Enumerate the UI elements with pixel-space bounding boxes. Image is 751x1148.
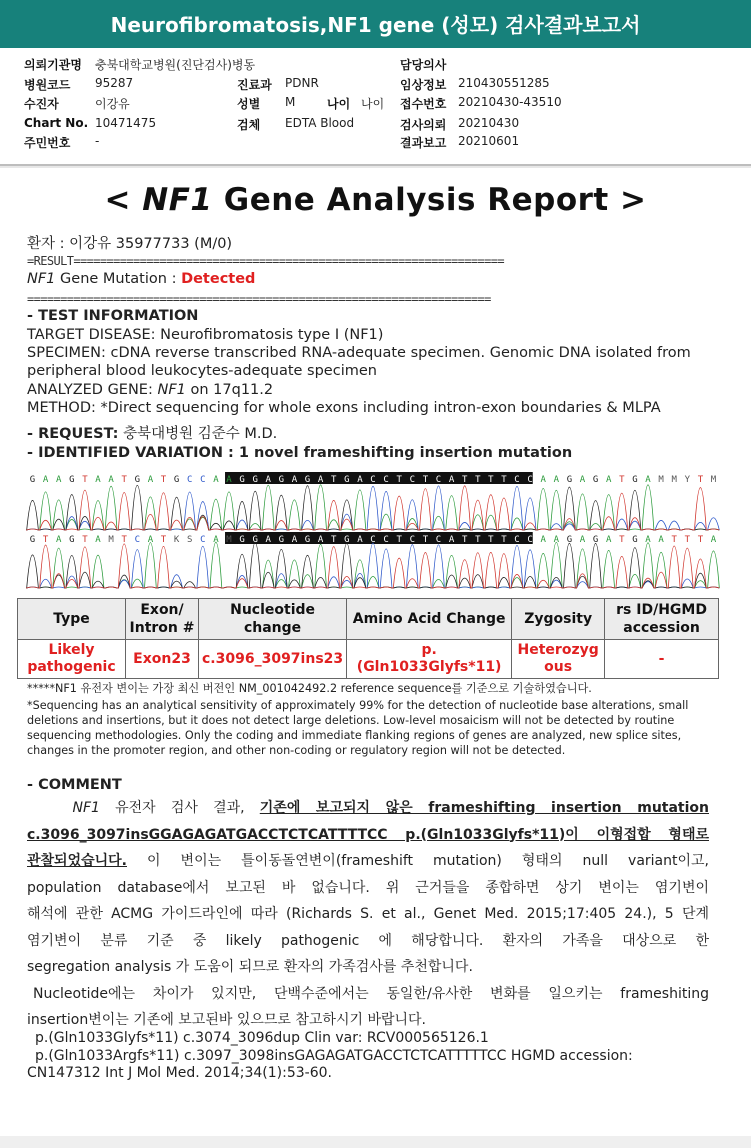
base-call: T: [697, 535, 704, 545]
base-call: G: [304, 535, 311, 545]
cell-type: Likely pathogenic: [18, 640, 126, 679]
base-call: C: [514, 475, 520, 485]
base-call: G: [69, 475, 75, 485]
base-call: T: [396, 535, 402, 545]
base-call: T: [501, 475, 507, 485]
base-call: A: [553, 535, 560, 545]
base-call: T: [619, 475, 625, 485]
cell-nucleotide: c.3096_3097ins23: [199, 640, 347, 679]
title-suffix: Gene Analysis Report >: [212, 182, 647, 218]
base-call: A: [55, 475, 62, 485]
base-call: A: [291, 535, 298, 545]
trace-c: [26, 486, 719, 530]
analyzed-gene-suffix: on 17q11.2: [185, 382, 274, 398]
trace-t: [26, 486, 719, 530]
base-call: T: [396, 475, 402, 485]
base-call: K: [173, 535, 180, 545]
meta-row-3: [0, 95, 751, 113]
specimen-line-2: peripheral blood leukocytes-adequate specimen: [27, 363, 377, 379]
comment-line-5: 해석에 관한 ACMG 가이드라인에 따라 (Richards S. et al., Genet Med. 2015;17:405 24.), 5 단계: [27, 906, 709, 922]
base-call: A: [357, 535, 363, 545]
title-gene: NF1: [142, 182, 213, 218]
base-call: Y: [684, 475, 691, 485]
dept-label: 진료과: [237, 78, 272, 92]
sensitivity-note: *Sequencing has an analytical sensitivity of approximately 99% for the detection of nucleotide base alterations, small deletions and insertions, but it does not detect large deletions. Low-level mosaicism will not be detected by routine sequencing methodologies. Only the coding and immediate flanking regions of genes are analyzed, new splice sites, changes in the promoter region, and other non-coding or regulatory region will not be detected.: [27, 699, 689, 757]
base-call: C: [370, 535, 376, 545]
analyzed-gene-name: NF1: [157, 382, 186, 398]
base-call: A: [291, 475, 298, 485]
method-line: METHOD: *Direct sequencing for whole exons including intron-exon boundaries & MLPA: [27, 400, 661, 416]
age-value: 나이: [361, 97, 385, 111]
target-disease: TARGET DISEASE: Neurofibromatosis type I (NF1): [27, 327, 384, 343]
base-call: G: [592, 475, 599, 485]
base-call: T: [422, 535, 429, 545]
base-call: G: [632, 475, 638, 485]
base-call: T: [330, 475, 337, 485]
mutation-line: [27, 271, 255, 287]
base-call: A: [710, 535, 717, 545]
test-info-header: - TEST INFORMATION: [27, 308, 199, 324]
mutation-status: Detected: [181, 271, 256, 287]
resident-label: 주민번호: [24, 136, 71, 150]
base-call: C: [134, 535, 141, 545]
comment-bold-1: 기존에 보고되지 않은 frameshifting insertion mutation: [259, 800, 709, 816]
trace-a: [26, 485, 719, 530]
patient-line: 환자 : 이강유 35977733 (M/0): [27, 236, 233, 252]
variant-table: [17, 598, 719, 679]
base-call: G: [278, 475, 285, 485]
specimen-value: EDTA Blood: [285, 116, 355, 130]
specimen-line-1: SPECIMEN: cDNA reverse transcribed RNA-adequate specimen. Genomic DNA isolated from: [27, 345, 691, 361]
th-nucleotide: Nucleotide change: [199, 599, 347, 640]
base-call: A: [553, 475, 560, 485]
chart-label: Chart No.: [24, 116, 89, 130]
base-call: A: [448, 475, 455, 485]
comment-line-6: 염기변이 분류 기준 중 likely pathogenic 에 해당합니다. 환자의 가족을 대상으로 한: [27, 932, 709, 949]
resident-value: -: [95, 134, 100, 148]
receipt-value: 20210430-43510: [458, 95, 562, 109]
base-call: T: [422, 475, 429, 485]
base-call: G: [632, 535, 638, 545]
age-label: 나이: [327, 97, 351, 111]
meta-row-2: [0, 76, 751, 94]
base-call: A: [147, 535, 154, 545]
base-call: G: [239, 535, 245, 545]
base-call: C: [527, 535, 533, 545]
comment-header: - COMMENT: [27, 777, 122, 793]
sex-label: 성별: [237, 97, 261, 111]
base-call: A: [42, 475, 49, 485]
comment-line-1: [27, 795, 709, 822]
mutation-gene: NF1: [27, 271, 56, 287]
base-call: C: [527, 475, 533, 485]
base-call: A: [213, 475, 219, 485]
base-call: A: [95, 535, 101, 545]
request-value: 충북대병원 김준수 M.D.: [118, 426, 278, 442]
base-call: C: [435, 475, 442, 485]
base-call: C: [200, 475, 206, 485]
base-call: A: [265, 535, 271, 545]
base-call: A: [357, 475, 363, 485]
base-call: T: [671, 535, 677, 545]
base-call: T: [475, 475, 481, 485]
base-call: S: [186, 535, 193, 545]
report-date-label: 결과보고: [400, 136, 447, 150]
doctor-label: 담당의사: [400, 58, 447, 72]
trace-g: [26, 485, 719, 530]
base-call: T: [82, 535, 88, 545]
table-row: [18, 640, 719, 679]
base-call: T: [121, 535, 127, 545]
base-call: A: [579, 535, 586, 545]
base-call: T: [684, 535, 691, 545]
base-call: T: [475, 535, 481, 545]
base-call: G: [69, 535, 75, 545]
meta-row-5: [0, 134, 751, 152]
trace-t: [26, 544, 719, 588]
receipt-label: 접수번호: [400, 97, 447, 111]
sex-value: M: [285, 95, 296, 109]
comment-line-3: [27, 848, 709, 875]
analyzed-gene: [27, 382, 273, 398]
insertion-highlight: [225, 472, 533, 484]
base-call: C: [514, 535, 520, 545]
base-call: C: [383, 475, 389, 485]
base-call: T: [488, 475, 494, 485]
comment-text-1: 유전자 검사 결과,: [99, 800, 260, 816]
base-call: G: [344, 535, 350, 545]
base-call: T: [160, 535, 167, 545]
reference-3: CN147312 Int J Mol Med. 2014;34(1):53-60.: [27, 1065, 332, 1081]
divider-shadow: [0, 166, 751, 168]
request-line: [27, 422, 277, 443]
base-call: A: [55, 535, 62, 545]
comment-gene: NF1: [72, 800, 100, 816]
comment-line-4: population database에서 보고된 바 없습니다. 위 근거들을 종합하면 상기 변이는 염기변이: [27, 879, 709, 896]
base-call: A: [605, 475, 612, 485]
base-call: C: [383, 535, 389, 545]
base-call: G: [134, 475, 141, 485]
cell-exon: Exon23: [126, 640, 199, 679]
title-prefix: <: [104, 182, 143, 218]
base-call: A: [448, 535, 455, 545]
cell-zygosity: Heterozyg ous: [512, 640, 605, 679]
base-call: T: [501, 535, 507, 545]
base-call: A: [95, 475, 101, 485]
base-call: A: [645, 535, 651, 545]
base-call: M: [108, 535, 114, 545]
result-separator: =RESULT=================================================================: [27, 254, 504, 268]
cell-amino: p.(Gln1033Glyfs*11): [347, 640, 512, 679]
chromatogram-reverse: [26, 530, 720, 590]
base-call: G: [566, 535, 573, 545]
institution-value: 충북대학교병원(진단검사)병동: [95, 58, 256, 72]
base-call: A: [540, 475, 546, 485]
base-call: G: [252, 535, 258, 545]
base-call: T: [619, 535, 625, 545]
specimen-label: 검체: [237, 118, 261, 132]
base-call: G: [566, 475, 573, 485]
base-call: G: [592, 535, 599, 545]
meta-row-4: [0, 116, 751, 134]
base-call: M: [658, 475, 664, 485]
variation-header: - IDENTIFIED VARIATION : 1 novel frameshifting insertion mutation: [27, 445, 573, 461]
base-call: T: [42, 535, 49, 545]
meta-row-1: [0, 56, 751, 74]
base-call: M: [710, 475, 717, 485]
base-call: G: [344, 475, 350, 485]
request-header: - REQUEST:: [27, 426, 119, 442]
institution-label: 의뢰기관명: [24, 58, 82, 72]
base-call: C: [370, 475, 376, 485]
base-call: A: [213, 535, 219, 545]
report-title: [0, 182, 751, 218]
base-call: G: [239, 475, 245, 485]
base-call: G: [252, 475, 258, 485]
base-call: T: [461, 535, 468, 545]
base-call: A: [317, 535, 324, 545]
clinical-label: 임상정보: [400, 78, 447, 92]
base-call: A: [317, 475, 324, 485]
page-title: Neurofibromatosis,NF1 gene (성모) 검사결과보고서: [110, 13, 641, 37]
comment-line-9: insertion변이는 기존에 보고된바 있으므로 참고하시기 바랍니다.: [27, 1012, 426, 1028]
base-call: A: [658, 535, 664, 545]
base-call: G: [278, 535, 285, 545]
table-header-row: [18, 599, 719, 640]
base-call: C: [200, 535, 206, 545]
base-call: T: [488, 535, 494, 545]
analyzed-gene-prefix: ANALYZED GENE:: [27, 382, 158, 398]
th-rsid: rs ID/HGMD accession: [605, 599, 719, 640]
base-call: T: [121, 475, 127, 485]
th-type: Type: [18, 599, 126, 640]
request-date-label: 검사의뢰: [400, 118, 447, 132]
comment-line-8: Nucleotide에는 차이가 있지만, 단백수준에서는 동일한/유사한 변화를 일으키는 frameshiting: [33, 985, 709, 1002]
base-call: G: [29, 535, 36, 545]
hospital-code-value: 95287: [95, 76, 134, 90]
clinical-value: 210430551285: [458, 76, 550, 90]
comment-line-7: segregation analysis 가 도움이 되므로 환자의 가족검사를 추천합니다.: [27, 959, 473, 975]
chromatogram-forward: [26, 470, 720, 532]
th-amino: Amino Acid Change: [347, 599, 512, 640]
base-call: G: [29, 475, 36, 485]
reference-1: p.(Gln1033Glyfs*11) c.3074_3096dup Clin var: RCV000565126.1: [35, 1030, 489, 1046]
comment-body: [27, 795, 709, 1034]
base-call: T: [697, 475, 704, 485]
base-call: A: [540, 535, 546, 545]
base-call: T: [82, 475, 88, 485]
cell-rsid: -: [605, 640, 719, 679]
base-call: G: [173, 475, 180, 485]
base-call: T: [461, 475, 468, 485]
comment-bold-3: 관찰되었습니다.: [27, 853, 127, 869]
base-call: T: [160, 475, 167, 485]
chart-value: 10471475: [95, 116, 157, 130]
base-call: A: [265, 475, 271, 485]
base-call: A: [147, 475, 154, 485]
patient-label: 수진자: [24, 97, 59, 111]
th-exon: Exon/ Intron #: [126, 599, 199, 640]
dept-value: PDNR: [285, 76, 319, 90]
base-call: M: [671, 475, 677, 485]
insertion-highlight: [225, 532, 533, 544]
base-call: M: [226, 535, 232, 545]
comment-text-2: 이 변이는 틀이동돌연변이(frameshift mutation) 형태의 null variant이고,: [127, 853, 709, 869]
comment-line-2: [27, 822, 709, 849]
base-call: C: [186, 475, 193, 485]
request-date-value: 20210430: [458, 116, 520, 130]
base-call: C: [409, 475, 416, 485]
reference-note: *****NF1 유전자 변이는 가장 최신 버전인 NM_001042492.2 reference sequence를 기준으로 기술하였습니다.: [27, 682, 592, 695]
mutation-label: Gene Mutation :: [55, 271, 182, 287]
reference-2: p.(Gln1033Argfs*11) c.3097_3098insGAGAGATGACCTCTCATTTTTCC HGMD accession:: [35, 1047, 633, 1064]
comment-references: [27, 1030, 717, 1083]
base-call: C: [409, 535, 416, 545]
patient-value: 이강유: [95, 97, 130, 111]
base-call: T: [330, 535, 337, 545]
base-call: C: [435, 535, 442, 545]
hospital-code-label: 병원코드: [24, 78, 71, 92]
comment-bold-2: c.3096_3097insGGAGAGATGACCTCTCATTTTCC p.(Gln1033Glyfs*11)이 이형접합 형태로: [27, 826, 709, 843]
page-footer-strip: [0, 1136, 751, 1148]
base-call: A: [226, 475, 232, 485]
base-call: A: [645, 475, 651, 485]
base-call: A: [579, 475, 586, 485]
patient-meta: [0, 52, 751, 164]
header-bar: [0, 0, 751, 48]
report-date-value: 20210601: [458, 134, 520, 148]
th-zygosity: Zygosity: [512, 599, 605, 640]
equals-separator: ======================================================================: [27, 292, 491, 306]
base-call: G: [304, 475, 311, 485]
base-call: A: [605, 535, 612, 545]
base-call: A: [108, 475, 114, 485]
